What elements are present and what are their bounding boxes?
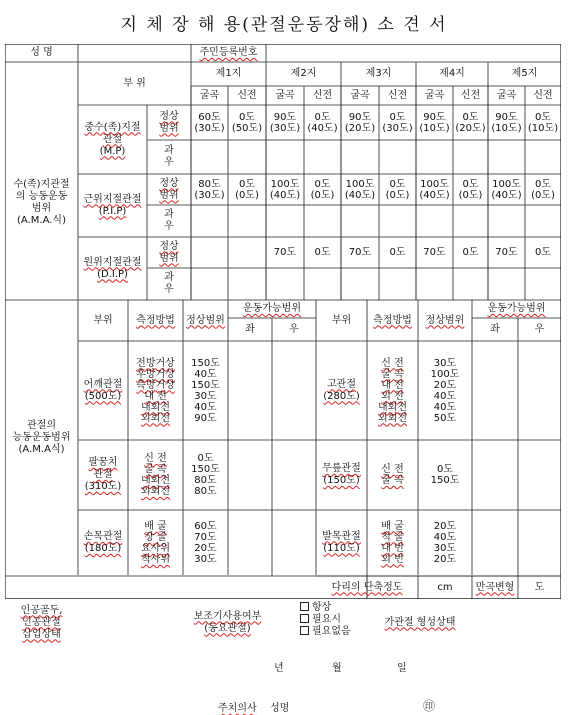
normal-range-value bbox=[266, 112, 304, 134]
flexion-header-line: 굴곡 bbox=[496, 89, 517, 101]
normal-range-value-line: 0도 bbox=[534, 247, 552, 258]
normal-range-value-line: 90도 bbox=[273, 111, 297, 123]
extension-header bbox=[304, 90, 341, 102]
brace-option-2[interactable] bbox=[300, 614, 351, 626]
normal-range-value bbox=[453, 247, 488, 258]
normal-range-value-line: 0도 bbox=[314, 247, 331, 258]
normal-range-value bbox=[525, 247, 561, 258]
normal-range-value-line: (0도) bbox=[310, 189, 335, 201]
left-joint-name-3 bbox=[78, 531, 128, 555]
left-joint-values-line: 80도 bbox=[194, 486, 217, 497]
right-joint-values-line: 40도 bbox=[433, 390, 457, 402]
finger-header-4-line: 제4지 bbox=[439, 68, 465, 79]
resident-id-label-line: 주민등록번호 bbox=[199, 47, 258, 58]
left-joint-methods bbox=[128, 521, 183, 565]
normal-range-label bbox=[147, 111, 191, 135]
joint-section-label-line: 관절의 bbox=[27, 419, 56, 431]
right-header bbox=[518, 324, 561, 336]
normal-range-label-line: 범위 bbox=[159, 122, 179, 134]
joint-name-2 bbox=[78, 194, 147, 218]
normal-range-value bbox=[191, 112, 228, 134]
doctor-name-label: 성명 bbox=[270, 703, 290, 714]
normal-range-value-line: 0도 bbox=[462, 178, 479, 190]
flexion-header-line: 굴곡 bbox=[350, 89, 370, 101]
leg-length-label bbox=[316, 582, 418, 594]
extension-header bbox=[453, 90, 488, 102]
part-header-line: 부 위 bbox=[123, 77, 146, 89]
normal-range-value-line: 0도 bbox=[238, 178, 256, 190]
left-right-label-line: 우 bbox=[164, 157, 174, 168]
normal-range-value bbox=[228, 112, 266, 134]
range-header-right bbox=[472, 303, 561, 315]
normal-range-value bbox=[488, 179, 525, 201]
left-joint-values-line: 60도 bbox=[194, 521, 217, 532]
normal-range-value bbox=[525, 179, 561, 201]
normal-range-label bbox=[147, 178, 191, 202]
right-joint-methods-line: 내 전 bbox=[381, 379, 404, 391]
left-joint-name-2-line: 팔꿈치 bbox=[88, 457, 118, 468]
normal-range-value-line: (0도) bbox=[458, 189, 483, 201]
right-joint-name-1 bbox=[316, 379, 367, 403]
normal-range-value bbox=[304, 112, 341, 134]
normal-range-value-line: (40도) bbox=[491, 189, 522, 201]
left-joint-methods-line: 요사위 bbox=[141, 543, 170, 554]
right-joint-methods-line: 척 굴 bbox=[381, 531, 404, 543]
normal-range-value-line: 0도 bbox=[462, 111, 479, 123]
left-joint-name-1-line: (500도) bbox=[84, 390, 122, 402]
right-header-line: 우 bbox=[289, 323, 299, 335]
right-joint-methods-line: 신 전 bbox=[381, 464, 404, 475]
right-joint-name-1-line: (280도) bbox=[323, 390, 360, 402]
extension-header-line: 신전 bbox=[237, 89, 257, 101]
document-title: 지 체 장 해 용(관절운동장해) 소 견 서 bbox=[120, 15, 448, 35]
right-joint-name-2-line: 무릎관절 bbox=[322, 463, 361, 474]
deformity-unit bbox=[518, 582, 561, 594]
normal-range-value bbox=[416, 179, 453, 201]
right-joint-methods-line: 외 전 bbox=[381, 390, 404, 402]
normal-range-value bbox=[453, 112, 488, 134]
right-joint-name-2-line: (150도) bbox=[323, 475, 360, 486]
normal-range-value-line: (30도) bbox=[382, 122, 413, 134]
hand-section-label bbox=[5, 179, 78, 227]
right-joint-name-3-line: (110도) bbox=[323, 542, 360, 554]
brace-usage-label-line: (동요관절) bbox=[204, 622, 251, 634]
normal-range-value bbox=[304, 179, 341, 201]
right-joint-methods-line: 내 번 bbox=[381, 542, 404, 554]
left-joint-values-line: 0도 bbox=[197, 453, 214, 464]
finger-header-2 bbox=[266, 68, 341, 80]
normal-range-value-line: 90도 bbox=[495, 111, 518, 123]
normal-range-value-line: (0도) bbox=[235, 189, 259, 201]
right-joint-values-line: 30도 bbox=[433, 357, 457, 369]
normal-range-value-line: (20도) bbox=[344, 122, 376, 134]
left-joint-methods-line: 신 전 bbox=[144, 453, 167, 464]
normal-range-value-line: 0도 bbox=[389, 111, 406, 123]
normal-range-value-line: 0도 bbox=[534, 111, 552, 123]
range-header-left-line: 운동가능범위 bbox=[243, 303, 301, 314]
deformity-label-line: 만곡변형 bbox=[475, 581, 515, 593]
right-joint-values-line: 30도 bbox=[433, 542, 457, 554]
leg-length-unit-line: cm bbox=[437, 581, 453, 593]
normal-range-label-line: 정상 bbox=[159, 240, 179, 252]
left-joint-methods-line: 측방거상 bbox=[136, 379, 175, 391]
joint-name-1-line: (M.P) bbox=[99, 145, 126, 157]
part-header-left bbox=[78, 315, 128, 327]
part-header-right-line: 부위 bbox=[331, 314, 352, 326]
artificial-joint-label-line: 인공관절 bbox=[22, 616, 61, 628]
normal-range-value-line: 0도 bbox=[534, 178, 552, 190]
normal-range-value bbox=[416, 247, 453, 258]
normal-range-value-line: 0도 bbox=[389, 178, 406, 190]
right-joint-methods bbox=[367, 358, 418, 424]
left-joint-methods-line: 내회전 bbox=[141, 401, 170, 413]
finger-header-3-line: 제3지 bbox=[365, 68, 392, 79]
joint-section-label bbox=[5, 420, 78, 456]
normal-range-value-line: (20도) bbox=[455, 122, 486, 134]
normal-range-value-line: (10도) bbox=[419, 122, 450, 134]
left-right-label-line: 우 bbox=[164, 284, 174, 295]
left-joint-values-line: 40도 bbox=[194, 401, 217, 413]
normal-range-value-line: 60도 bbox=[198, 111, 221, 123]
right-joint-values bbox=[418, 358, 472, 424]
normal-range-value-line: 90도 bbox=[423, 111, 446, 123]
joint-name-3-line: (D.I.P) bbox=[97, 268, 128, 280]
normal-range-value-line: 100도 bbox=[270, 178, 300, 190]
flexion-header bbox=[191, 90, 228, 102]
doctor-label: 주치의사 bbox=[218, 703, 257, 714]
brace-option-3[interactable] bbox=[300, 626, 351, 638]
right-header bbox=[272, 324, 316, 336]
left-joint-name-3-line: (180도) bbox=[84, 543, 122, 554]
date-year-label: 년 bbox=[274, 663, 284, 674]
normal-range-value bbox=[453, 179, 488, 201]
normal-range-value-line: 0도 bbox=[389, 247, 406, 258]
left-joint-methods bbox=[128, 358, 183, 424]
normal-range-value-line: (40도) bbox=[419, 189, 450, 201]
finger-header-5 bbox=[488, 68, 561, 80]
normal-range-value-line: 100도 bbox=[492, 178, 521, 190]
flexion-header-line: 굴곡 bbox=[424, 89, 445, 101]
left-joint-values bbox=[183, 521, 228, 565]
left-joint-methods-line: 후방거상 bbox=[136, 368, 175, 380]
normal-range-value-line: (10도) bbox=[527, 122, 559, 134]
left-joint-values-line: 150도 bbox=[191, 379, 220, 391]
right-joint-methods-line: 외 번 bbox=[381, 553, 404, 565]
left-joint-values-line: 30도 bbox=[194, 390, 217, 402]
flexion-header bbox=[341, 90, 379, 102]
normal-range-label-line: 범위 bbox=[159, 189, 179, 201]
joint-name-2-line: 근위지절관절 bbox=[83, 193, 142, 205]
left-joint-name-2 bbox=[78, 457, 128, 493]
left-joint-methods-line: 굴 곡 bbox=[144, 464, 167, 475]
name-label bbox=[5, 47, 78, 59]
extension-header-line: 신전 bbox=[387, 89, 408, 101]
right-joint-values-line: 100도 bbox=[430, 368, 460, 380]
extension-header-line: 신전 bbox=[533, 89, 553, 101]
left-right-label bbox=[147, 145, 191, 169]
finger-header-5-line: 제5지 bbox=[511, 68, 538, 79]
left-joint-values-line: 30도 bbox=[194, 554, 217, 565]
brace-option-label: 필요없음 bbox=[312, 626, 351, 637]
checkbox-icon[interactable] bbox=[300, 614, 309, 623]
left-joint-values-line: 90도 bbox=[194, 412, 217, 424]
joint-name-1-line: 중수(족)지절 bbox=[84, 121, 141, 133]
left-joint-values bbox=[183, 453, 228, 497]
normal-range-value bbox=[228, 179, 266, 201]
normal-range-value-line: (0도) bbox=[531, 189, 555, 201]
left-joint-methods-line: 전방거상 bbox=[136, 357, 175, 369]
normal-range-value-line: 100도 bbox=[345, 178, 375, 190]
left-header-line: 좌 bbox=[490, 323, 500, 335]
left-right-label bbox=[147, 209, 191, 233]
flexion-header bbox=[416, 90, 453, 102]
normal-range-value-line: 70도 bbox=[273, 247, 297, 258]
pseudoarthrosis-label bbox=[367, 617, 473, 629]
normal-range-value-line: (50도) bbox=[231, 122, 263, 134]
flexion-header bbox=[488, 90, 525, 102]
brace-option-1[interactable] bbox=[300, 602, 351, 614]
left-right-label-line: 우 bbox=[164, 221, 174, 232]
right-joint-values-line: 40도 bbox=[433, 401, 457, 413]
deformity-unit-line: 도 bbox=[534, 581, 545, 593]
normal-range-value-line: (30도) bbox=[194, 122, 225, 134]
part-header-right bbox=[316, 315, 367, 327]
normal-range-value bbox=[341, 179, 379, 201]
finger-header-3 bbox=[341, 68, 416, 80]
normal-range-value bbox=[488, 112, 525, 134]
normal-range-value-line: 100도 bbox=[420, 178, 449, 190]
normal-header-left-line: 정상범위 bbox=[186, 314, 225, 326]
left-joint-methods-line: 장 굴 bbox=[144, 532, 167, 543]
left-joint-methods-line: 외회전 bbox=[141, 486, 170, 497]
left-joint-name-1 bbox=[78, 379, 128, 403]
normal-range-value bbox=[341, 112, 379, 134]
normal-header-left bbox=[183, 315, 228, 327]
left-joint-methods-line: 척사위 bbox=[141, 554, 170, 565]
normal-range-label-line: 정상 bbox=[159, 177, 179, 189]
right-joint-values-line: 20도 bbox=[433, 553, 457, 565]
normal-range-value bbox=[341, 247, 379, 258]
flexion-header bbox=[266, 90, 304, 102]
artificial-joint-label-line: 인공골두, bbox=[20, 604, 63, 616]
right-joint-values-line: 0도 bbox=[436, 464, 454, 475]
normal-range-value bbox=[379, 247, 416, 258]
checkbox-icon[interactable] bbox=[300, 602, 309, 611]
extension-header-line: 신전 bbox=[460, 89, 481, 101]
normal-range-value bbox=[416, 112, 453, 134]
left-right-label bbox=[147, 272, 191, 296]
normal-range-value bbox=[525, 112, 561, 134]
brace-option-label: 필요시 bbox=[312, 614, 341, 625]
right-joint-values-line: 20도 bbox=[433, 520, 457, 532]
finger-header-4 bbox=[416, 68, 488, 80]
date-month-label: 월 bbox=[332, 663, 342, 674]
right-joint-methods-line: 신 전 bbox=[381, 357, 404, 369]
left-header bbox=[228, 324, 272, 336]
right-joint-name-3 bbox=[316, 531, 367, 555]
flexion-header-line: 굴곡 bbox=[199, 89, 220, 101]
left-joint-methods-line: 내회전 bbox=[141, 475, 170, 486]
joint-section-label-line: 능동운동범위 bbox=[12, 431, 71, 443]
normal-range-value bbox=[304, 247, 341, 258]
right-joint-values-line: 50도 bbox=[433, 412, 457, 424]
checkbox-icon[interactable] bbox=[300, 626, 309, 635]
leg-length-unit bbox=[418, 582, 472, 594]
left-joint-values-line: 40도 bbox=[194, 368, 217, 380]
left-joint-name-1-line: 어깨관절 bbox=[83, 378, 123, 390]
left-joint-values-line: 150도 bbox=[191, 357, 220, 369]
normal-range-value-line: 70도 bbox=[348, 247, 372, 258]
normal-range-value-line: (10도) bbox=[491, 122, 522, 134]
extension-header bbox=[379, 90, 416, 102]
method-header-left-line: 측정방법 bbox=[136, 314, 175, 326]
deformity-label bbox=[472, 582, 518, 594]
normal-range-label-line: 정상 bbox=[159, 110, 179, 122]
finger-header-1-line: 제1지 bbox=[215, 68, 242, 79]
left-right-label-line: 과 bbox=[164, 209, 174, 220]
artificial-joint-label bbox=[5, 605, 78, 641]
method-header-right bbox=[367, 315, 418, 327]
normal-range-value-line: 70도 bbox=[423, 247, 446, 258]
normal-range-value-line: 70도 bbox=[495, 247, 518, 258]
joint-name-1-line: 관절 bbox=[102, 133, 123, 145]
right-joint-values-line: 40도 bbox=[433, 531, 457, 543]
left-joint-methods-line: 배 굴 bbox=[144, 521, 167, 532]
left-joint-name-2-line: 관절 bbox=[93, 469, 113, 480]
joint-section-label-line: (A.M.A식) bbox=[18, 443, 65, 455]
pseudoarthrosis-label-line: 가관절 형성상태 bbox=[384, 616, 456, 628]
extension-header-line: 신전 bbox=[312, 89, 333, 101]
normal-range-value-line: (40도) bbox=[307, 122, 338, 134]
joint-name-1 bbox=[78, 122, 147, 158]
normal-range-value-line: (40도) bbox=[269, 189, 301, 201]
left-joint-name-3-line: 손목관절 bbox=[83, 531, 123, 542]
right-joint-values-line: 150도 bbox=[430, 475, 460, 486]
brace-option-label: 항상 bbox=[312, 602, 332, 613]
normal-range-value bbox=[379, 179, 416, 201]
left-joint-methods-line: 내 전 bbox=[144, 390, 167, 402]
left-joint-values-line: 20도 bbox=[194, 543, 217, 554]
normal-range-value bbox=[266, 247, 304, 258]
part-header bbox=[78, 78, 191, 90]
name-label-line: 성 명 bbox=[30, 47, 53, 58]
normal-range-value bbox=[488, 247, 525, 258]
hand-section-label-line: 수(족)지관절 bbox=[13, 178, 70, 190]
extension-header bbox=[228, 90, 266, 102]
left-header bbox=[472, 324, 518, 336]
left-joint-values-line: 150도 bbox=[191, 464, 220, 475]
normal-range-value-line: 0도 bbox=[314, 111, 331, 123]
right-joint-name-1-line: 고관절 bbox=[327, 378, 356, 390]
joint-name-2-line: (P.I.P) bbox=[98, 205, 127, 217]
right-joint-methods bbox=[367, 521, 418, 565]
left-right-label-line: 과 bbox=[164, 145, 174, 156]
hand-section-label-line: (A.M.A.식) bbox=[17, 214, 66, 226]
brace-usage-label-line: 보조기사용여부 bbox=[193, 610, 262, 622]
normal-range-value-line: (30도) bbox=[194, 189, 225, 201]
hand-section-label-line: 의 능동운동 bbox=[15, 190, 68, 202]
hand-section-label-line: 범위 bbox=[31, 202, 52, 214]
resident-id-label bbox=[191, 47, 266, 59]
right-joint-values bbox=[418, 464, 472, 486]
right-joint-methods-line: 굴 곡 bbox=[381, 368, 404, 380]
normal-header-right bbox=[418, 315, 472, 327]
brace-usage-options bbox=[300, 602, 351, 638]
flexion-header-line: 굴곡 bbox=[275, 89, 295, 101]
left-joint-name-2-line: (310도) bbox=[84, 481, 122, 492]
left-joint-methods bbox=[128, 453, 183, 497]
right-joint-values-line: 20도 bbox=[433, 379, 457, 391]
normal-range-value-line: 0도 bbox=[314, 178, 331, 190]
extension-header bbox=[525, 90, 561, 102]
normal-range-value bbox=[266, 179, 304, 201]
right-joint-methods bbox=[367, 464, 418, 486]
right-joint-methods-line: 배 굴 bbox=[381, 520, 404, 532]
right-joint-methods-line: 내회전 bbox=[378, 401, 407, 413]
normal-range-value bbox=[191, 179, 228, 201]
finger-header-2-line: 제2지 bbox=[290, 68, 317, 79]
normal-range-value-line: (0도) bbox=[385, 189, 410, 201]
left-header-line: 좌 bbox=[245, 323, 255, 335]
normal-range-value bbox=[379, 112, 416, 134]
artificial-joint-label-line: 삽입상태 bbox=[22, 628, 61, 640]
method-header-right-line: 측정방법 bbox=[373, 314, 412, 326]
range-header-right-line: 운동가능범위 bbox=[487, 303, 546, 314]
normal-range-value-line: (40도) bbox=[344, 189, 376, 201]
right-joint-name-2 bbox=[316, 463, 367, 487]
normal-range-value-line: 0도 bbox=[462, 247, 479, 258]
right-joint-name-3-line: 발목관절 bbox=[322, 530, 361, 542]
normal-range-label bbox=[147, 241, 191, 265]
left-joint-values-line: 70도 bbox=[194, 532, 217, 543]
date-day-label: 일 bbox=[397, 663, 407, 674]
right-joint-values bbox=[418, 521, 472, 565]
left-joint-values-line: 80도 bbox=[194, 475, 217, 486]
left-joint-values bbox=[183, 358, 228, 424]
left-right-label-line: 과 bbox=[164, 272, 174, 283]
normal-range-value-line: 90도 bbox=[348, 111, 372, 123]
seal-icon: ㊞ bbox=[423, 699, 436, 713]
brace-usage-label bbox=[183, 611, 272, 635]
joint-name-3 bbox=[78, 257, 147, 281]
joint-name-3-line: 원위지절관절 bbox=[83, 256, 142, 268]
normal-range-value-line: 80도 bbox=[198, 178, 221, 190]
right-joint-methods-line: 굴 곡 bbox=[381, 475, 404, 486]
left-joint-methods-line: 외회전 bbox=[141, 412, 170, 424]
finger-header-1 bbox=[191, 68, 266, 80]
right-joint-methods-line: 외회전 bbox=[378, 412, 407, 424]
normal-range-value-line: 0도 bbox=[238, 111, 256, 123]
normal-range-label-line: 범위 bbox=[159, 252, 179, 264]
right-header-line: 우 bbox=[534, 323, 545, 335]
method-header-left bbox=[128, 315, 183, 327]
range-header-left bbox=[228, 303, 316, 315]
leg-length-label-line: 다리의 단축정도 bbox=[331, 581, 403, 593]
normal-header-right-line: 정상범위 bbox=[425, 314, 465, 326]
part-header-left-line: 부위 bbox=[93, 314, 113, 326]
normal-range-value-line: (30도) bbox=[269, 122, 301, 134]
